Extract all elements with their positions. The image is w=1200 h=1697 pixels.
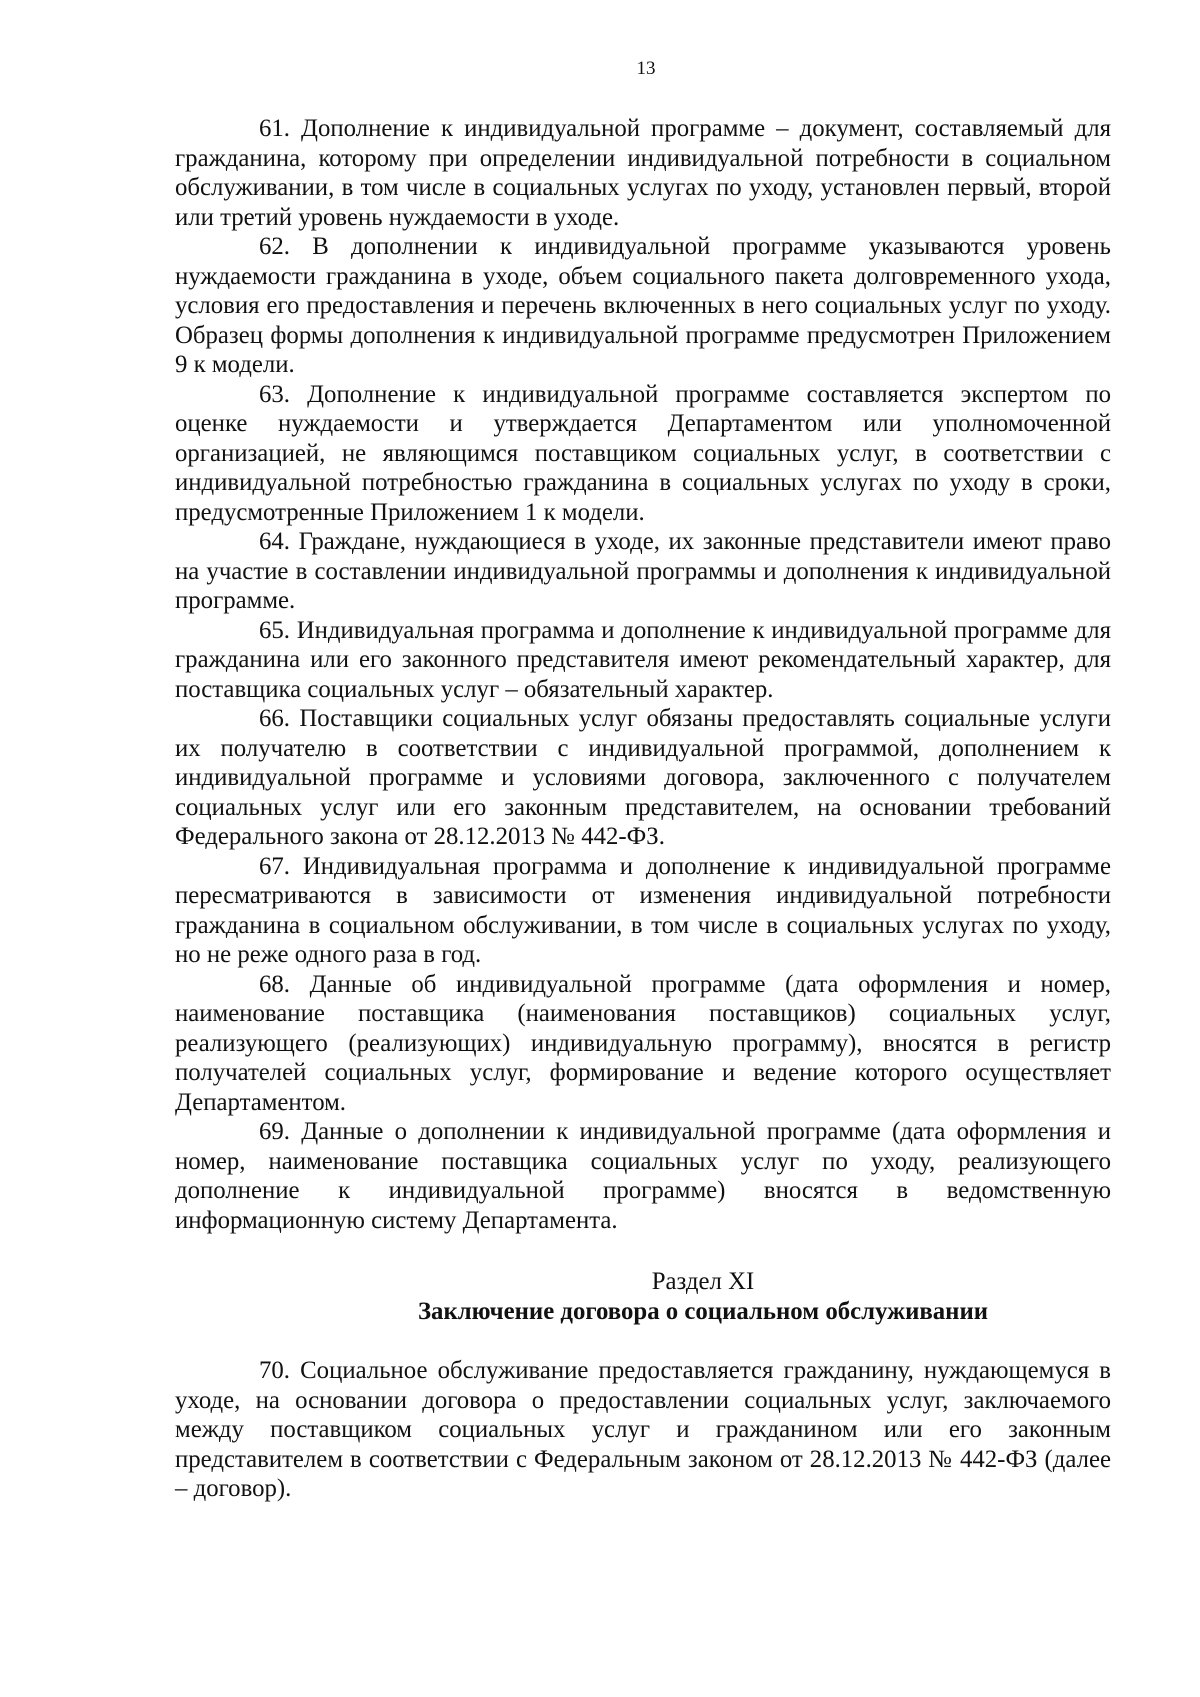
paragraph-70: 70. Социальное обслуживание предоставляется гражданину, нуждающемуся в уходе, на основании договора о предоставлении социальных услуг, заключаемого между поставщиком социальных услуг и гражданином или его законным представителем в соответствии с Федеральным законом от 28.12.2013 № 442-ФЗ (далее – договор). (175, 1357, 1111, 1502)
paragraph-66: 66. Поставщики социальных услуг обязаны предоставлять социальные услуги их получателю в соответствии с индивидуальной программой, дополнением к индивидуальной программе и условиями договора, заключенного с получателем социальных услуг или его законным представителем, на основании требований Федерального закона от 28.12.2013 № 442-ФЗ. (175, 705, 1111, 850)
paragraph-68: 68. Данные об индивидуальной программе (дата оформления и номер, наименование поставщика (наименования поставщиков) социальных услуг, реализующего (реализующих) индивидуальную программу), вносятся в регистр получателей социальных услуг, формирование и ведение которого осуществляет Департаментом. (175, 970, 1111, 1116)
paragraph-64: 64. Граждане, нуждающиеся в уходе, их законные представители имеют право на участие в составлении индивидуальной программы и дополнения к индивидуальной программе. (175, 528, 1111, 614)
paragraph-67: 67. Индивидуальная программа и дополнение к индивидуальной программе пересматриваются в зависимости от изменения индивидуальной потребности гражданина в социальном обслуживании, в том числе в социальных услугах по уходу, но не реже одного раза в год. (175, 852, 1111, 968)
page-number: 13 (636, 58, 656, 79)
paragraph-69: 69. Данные о дополнении к индивидуальной программе (дата оформления и номер, наименование поставщика социальных услуг по уходу, реализующего дополнение к индивидуальной программе) вносятся в ведомственную информационную систему Департамента. (175, 1118, 1111, 1234)
paragraph-62: 62. В дополнении к индивидуальной программе указываются уровень нуждаемости гражданина в уходе, объем социального пакета долговременного ухода, условия его предоставления и перечень включенных в него социальных услуг по уходу. Образец формы дополнения к индивидуальной программе предусмотрен Приложением 9 к модели. (175, 233, 1111, 378)
paragraph-61: 61. Дополнение к индивидуальной программе – документ, составляемый для гражданина, которому при определении индивидуальной потребности в социальном обслуживании, в том числе в социальных услугах по уходу, установлен первый, второй или третий уровень нуждаемости в уходе. (175, 115, 1111, 231)
paragraph-65: 65. Индивидуальная программа и дополнение к индивидуальной программе для гражданина или его законного представителя имеют рекомендательный характер, для поставщика социальных услуг – обязательный характер. (175, 616, 1111, 703)
section-number: Раздел XI (651, 1268, 755, 1295)
paragraph-63: 63. Дополнение к индивидуальной программе составляется экспертом по оценке нуждаемости и утверждается Департаментом или уполномоченной организацией, не являющимся поставщиком социальных услуг, в соответствии с индивидуальной потребностью гражданина в социальных услугах по уходу в сроки, предусмотренные Приложением 1 к модели. (175, 380, 1111, 526)
section-title: Заключение договора о социальном обслуживании (417, 1297, 989, 1325)
document-body (175, 114, 1111, 1504)
